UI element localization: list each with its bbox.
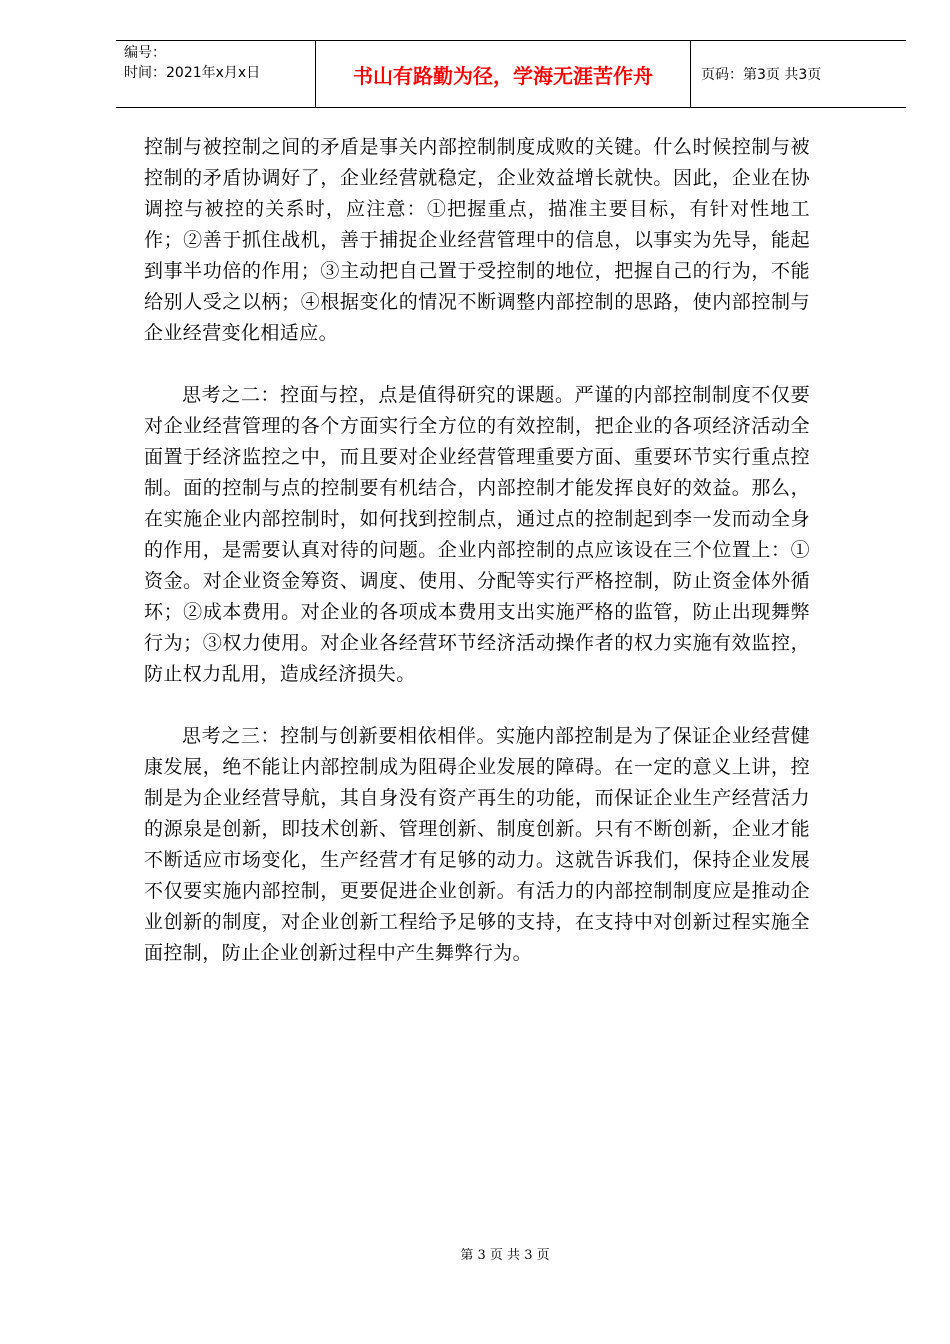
body-paragraph-3: 思考之三：控制与创新要相依相伴。实施内部控制是为了保证企业经营健康发展，绝不能让内部控制成为阻碍企业发展的障碍。在一定的意义上讲，控制是为企业经营导航，其自身没有资产再生的功能，而保证企业生产经营活力的源泉是创新，即技术创新、管理创新、制度创新。只有不断创新，企业才能不断适应市场变化，生产经营才有足够的动力。这就告诉我们，保持企业发展不仅要实施内部控制，更要促进企业创新。有活力的内部控制制度应是推动企业创新的制度，对企业创新工程给予足够的支持，在支持中对创新过程实施全面控制，防止企业创新过程中产生舞弊行为。: [144, 725, 810, 964]
body-paragraph-2: 思考之二：控面与控，点是值得研究的课题。严谨的内部控制制度不仅要对企业经营管理的各个方面实行全方位的有效控制，把企业的各项经济活动全面置于经济监控之中，而且要对企业经营管理重要方面、重要环节实行重点控制。面的控制与点的控制要有机结合，内部控制才能发挥良好的效益。那么，在实施企业内部控制时，如何找到控制点，通过点的控制起到李一发而动全身的作用，是需要认真对待的问题。企业内部控制的点应该设在三个位置上：①资金。对企业资金筹资、调度、使用、分配等实行严格控制，防止资金体外循环；②成本费用。对企业的各项成本费用支出实施严格的监管，防止出现舞弊行为；③权力使用。对企业各经营环节经济活动操作者的权力实施有效监控，防止权力乱用，造成经济损失。: [144, 384, 810, 685]
page-footer: 第 3 页 共 3 页: [460, 1248, 550, 1263]
body-paragraph-1: 控制与被控制之间的矛盾是事关内部控制制度成败的关键。什么时候控制与被控制的矛盾协调好了，企业经营就稳定，企业效益增长就快。因此，企业在协调控与被控的关系时，应注意：①把握重点，描准主要目标，有针对性地工作；②善于抓住战机，善于捕捉企业经营管理中的信息，以事实为先导，能起到事半功倍的作用；③主动把自己置于受控制的地位，把握自己的行为，不能给别人受之以柄；④根据变化的情况不断调整内部控制的思路，使内部控制与企业经营变化相适应。: [144, 136, 810, 344]
document-body: [144, 132, 810, 969]
header-meta: [116, 41, 316, 107]
page-header: [116, 40, 906, 108]
header-page-info: 页码：第3页 共3页: [701, 67, 822, 83]
document-number-label: 编号：: [124, 45, 166, 61]
header-motto: 书山有路勤为径，学海无涯苦作舟: [316, 41, 691, 107]
document-date: 时间：2021年x月x日: [124, 65, 261, 81]
